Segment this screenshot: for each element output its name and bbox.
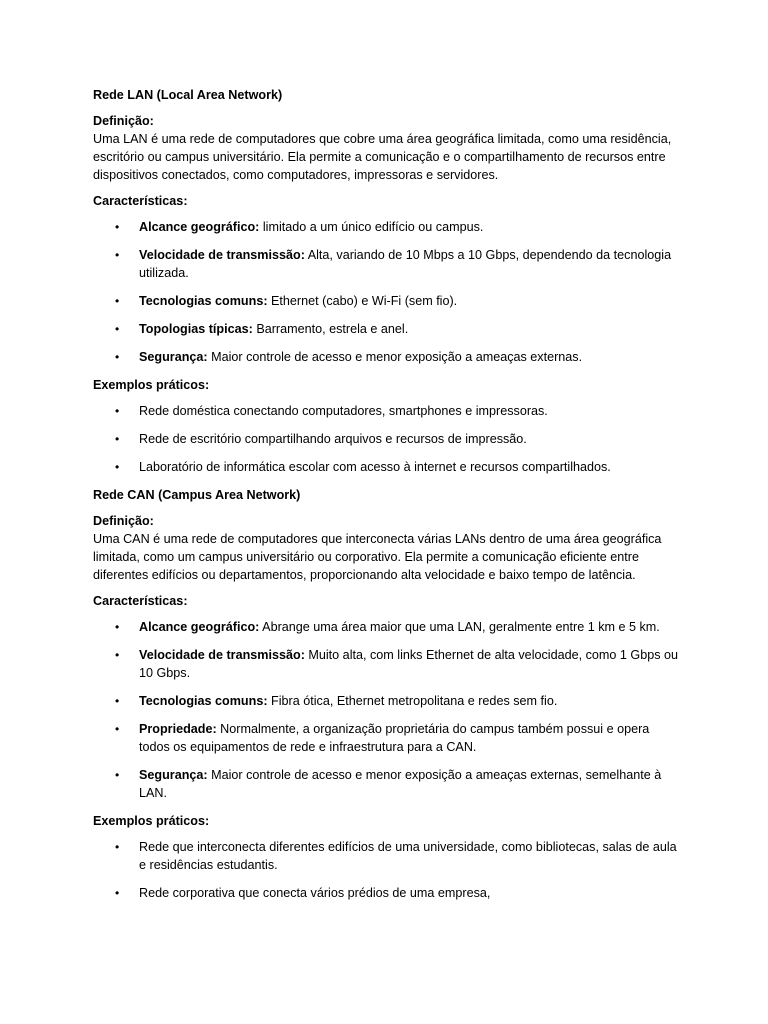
list-item <box>93 646 683 682</box>
list-item <box>93 884 683 902</box>
example-text: Rede de escritório compartilhando arquivos e recursos de impressão. <box>139 432 527 446</box>
can-examples-list <box>93 838 683 902</box>
list-item <box>93 766 683 802</box>
feature-label: Alcance geográfico: <box>139 220 260 234</box>
bullet-icon: • <box>115 620 120 634</box>
feature-label: Tecnologias comuns: <box>139 294 268 308</box>
feature-label: Propriedade: <box>139 722 217 736</box>
feature-text: Abrange uma área maior que uma LAN, geralmente entre 1 km e 5 km. <box>259 620 660 634</box>
feature-text: Fibra ótica, Ethernet metropolitana e redes sem fio. <box>267 694 558 708</box>
list-item <box>93 430 683 448</box>
can-title: Rede CAN (Campus Area Network) <box>93 488 301 502</box>
can-features-label: Características: <box>93 594 188 608</box>
lan-definition-label: Definição: <box>93 114 154 128</box>
list-item <box>93 320 683 338</box>
list-item <box>93 720 683 756</box>
feature-label: Alcance geográfico: <box>139 620 260 634</box>
list-item <box>93 618 683 636</box>
example-text: Laboratório de informática escolar com acesso à internet e recursos compartilhados. <box>139 460 611 474</box>
list-item <box>93 218 683 236</box>
lan-definition-text: Uma LAN é uma rede de computadores que cobre uma área geográfica limitada, como uma residência, escritório ou campus universitário. Ela permite a comunicação e o compartilhamento de recursos entre dispositivos conectados, como computadores, impressoras e servidores. <box>93 132 672 182</box>
list-item <box>93 348 683 366</box>
feature-text: Alta, variando de 10 Mbps a 10 Gbps, dependendo da tecnologia utilizada. <box>139 248 672 280</box>
list-item <box>93 292 683 310</box>
feature-text: Barramento, estrela e anel. <box>252 322 409 336</box>
bullet-icon: • <box>115 404 120 418</box>
bullet-icon: • <box>115 840 120 854</box>
can-definition <box>93 512 683 584</box>
bullet-icon: • <box>115 460 120 474</box>
document-page <box>93 86 683 912</box>
feature-label: Topologias típicas: <box>139 322 253 336</box>
feature-text: Normalmente, a organização proprietária do campus também possui e opera todos os equipamentos de rede e infraestrutura para a CAN. <box>139 722 650 754</box>
bullet-icon: • <box>115 432 120 446</box>
list-item <box>93 402 683 420</box>
bullet-icon: • <box>115 886 120 900</box>
bullet-icon: • <box>115 768 120 782</box>
feature-text: Maior controle de acesso e menor exposição a ameaças externas. <box>207 350 583 364</box>
bullet-icon: • <box>115 294 120 308</box>
feature-label: Velocidade de transmissão: <box>139 248 305 262</box>
bullet-icon: • <box>115 248 120 262</box>
lan-features-label: Características: <box>93 194 188 208</box>
can-definition-label: Definição: <box>93 514 154 528</box>
feature-label: Tecnologias comuns: <box>139 694 268 708</box>
feature-text: limitado a um único edifício ou campus. <box>259 220 484 234</box>
bullet-icon: • <box>115 322 120 336</box>
feature-text: Muito alta, com links Ethernet de alta velocidade, como 1 Gbps ou 10 Gbps. <box>139 648 679 680</box>
can-examples-label: Exemplos práticos: <box>93 814 210 828</box>
list-item <box>93 458 683 476</box>
feature-text: Maior controle de acesso e menor exposição a ameaças externas, semelhante à LAN. <box>139 768 662 800</box>
lan-features-list <box>93 218 683 366</box>
bullet-icon: • <box>115 648 120 662</box>
list-item <box>93 838 683 874</box>
feature-text: Ethernet (cabo) e Wi-Fi (sem fio). <box>267 294 458 308</box>
can-features-list <box>93 618 683 802</box>
bullet-icon: • <box>115 694 120 708</box>
list-item <box>93 246 683 282</box>
list-item <box>93 692 683 710</box>
bullet-icon: • <box>115 350 120 364</box>
lan-examples-label: Exemplos práticos: <box>93 378 210 392</box>
feature-label: Velocidade de transmissão: <box>139 648 305 662</box>
example-text: Rede que interconecta diferentes edifícios de uma universidade, como bibliotecas, salas de aula e residências estudantis. <box>139 840 677 872</box>
example-text: Rede corporativa que conecta vários prédios de uma empresa, <box>139 886 491 900</box>
feature-label: Segurança: <box>139 768 208 782</box>
can-definition-text: Uma CAN é uma rede de computadores que interconecta várias LANs dentro de uma área geográfica limitada, como um campus universitário ou corporativo. Ela permite a comunicação eficiente entre diferentes edifícios ou departamentos, proporcionando alta velocidade e baixo tempo de latência. <box>93 532 662 582</box>
lan-definition <box>93 112 683 184</box>
lan-title: Rede LAN (Local Area Network) <box>93 88 283 102</box>
example-text: Rede doméstica conectando computadores, smartphones e impressoras. <box>139 404 548 418</box>
bullet-icon: • <box>115 220 120 234</box>
lan-examples-list <box>93 402 683 476</box>
feature-label: Segurança: <box>139 350 208 364</box>
bullet-icon: • <box>115 722 120 736</box>
